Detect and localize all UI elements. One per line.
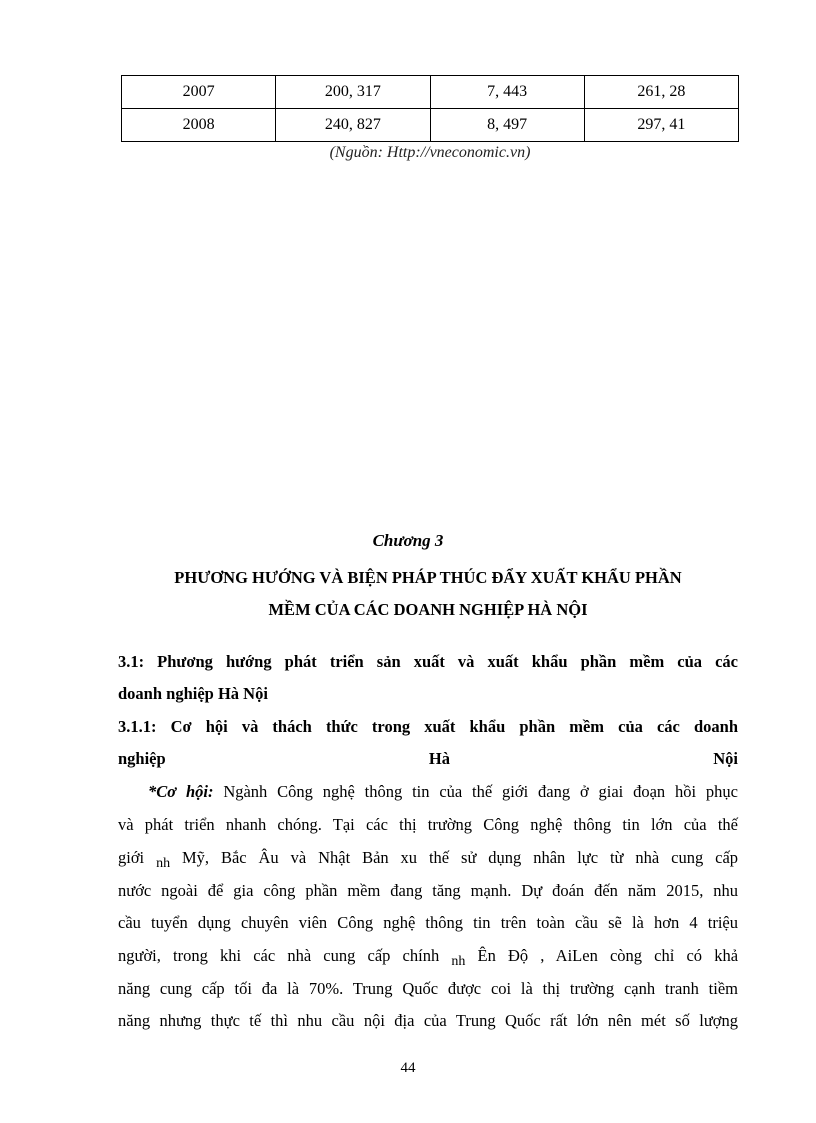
paragraph-line: và phát triển nhanh chóng. Tại các thị trường Công nghệ thông tin lớn của thế xyxy=(118,815,738,834)
paragraph-line xyxy=(148,782,738,802)
paragraph-fragment: nh xyxy=(451,954,466,969)
table-row xyxy=(122,109,739,142)
table-cell-year: 2007 xyxy=(122,76,276,109)
table-cell: 261, 28 xyxy=(584,76,738,109)
section-heading-3-1-1-cont xyxy=(118,749,738,769)
table-row xyxy=(122,76,739,109)
table-cell: 7, 443 xyxy=(430,76,584,109)
paragraph-line: cầu tuyển dụng chuyên viên Công nghệ thông tin trên toàn cầu sẽ là hơn 4 triệu xyxy=(118,913,738,932)
paragraph-line: năng nhưng thực tế thì nhu cầu nội địa của Trung Quốc rất lớn nên mét số lượng xyxy=(118,1011,738,1030)
page-number: 44 xyxy=(400,1060,416,1076)
chapter-title-line: PHƯƠNG HƯỚNG VÀ BIỆN PHÁP THÚC ĐẨY XUẤT KHẨU PHẦN xyxy=(174,568,682,587)
paragraph-text: người, trong khi các nhà cung cấp chính xyxy=(118,946,440,965)
section-heading-3-1-cont: doanh nghiệp Hà Nội xyxy=(118,684,268,703)
section-heading-3-1: 3.1: Phương hướng phát triển sản xuất và xuất khẩu phần mềm của các xyxy=(118,652,738,671)
section-heading-3-1-1: 3.1.1: Cơ hội và thách thức trong xuất khẩu phần mềm của các doanh xyxy=(118,717,738,736)
export-data-table xyxy=(121,75,739,142)
paragraph-line xyxy=(118,848,739,871)
opportunity-label: *Cơ hội: xyxy=(148,782,214,801)
table-cell: 240, 827 xyxy=(276,109,430,142)
chapter-title-line: MỀM CỦA CÁC DOANH NGHIỆP HÀ NỘI xyxy=(268,600,588,619)
paragraph-fragment: nh xyxy=(156,856,171,871)
heading-word: nghiệp xyxy=(118,749,166,768)
chapter-label: Chương 3 xyxy=(372,531,444,550)
table-source-note: (Nguồn: Http://vneconomic.vn) xyxy=(329,144,531,161)
table-cell-year: 2008 xyxy=(122,109,276,142)
paragraph-line: nước ngoài để gia công phần mềm đang tăng mạnh. Dự đoán đến năm 2015, nhu xyxy=(118,881,738,900)
paragraph-text: Ên Độ , AiLen còng chỉ có khả xyxy=(477,946,739,965)
heading-word: Nội xyxy=(713,749,738,768)
table-cell: 8, 497 xyxy=(430,109,584,142)
table-cell: 297, 41 xyxy=(584,109,738,142)
table-cell: 200, 317 xyxy=(276,76,430,109)
paragraph-line xyxy=(118,946,739,969)
paragraph-line: năng cung cấp tối đa là 70%. Trung Quốc được coi là thị trường cạnh tranh tiềm xyxy=(118,979,738,998)
paragraph-text: giới xyxy=(118,848,145,867)
paragraph-text: Mỹ, Bắc Âu và Nhật Bản xu thế sử dụng nhân lực từ nhà cung cấp xyxy=(182,848,739,867)
paragraph-text: Ngành Công nghệ thông tin của thế giới đang ở giai đoạn hồi phục xyxy=(223,782,739,801)
heading-word: Hà xyxy=(428,749,451,768)
chapter-title xyxy=(100,562,756,626)
